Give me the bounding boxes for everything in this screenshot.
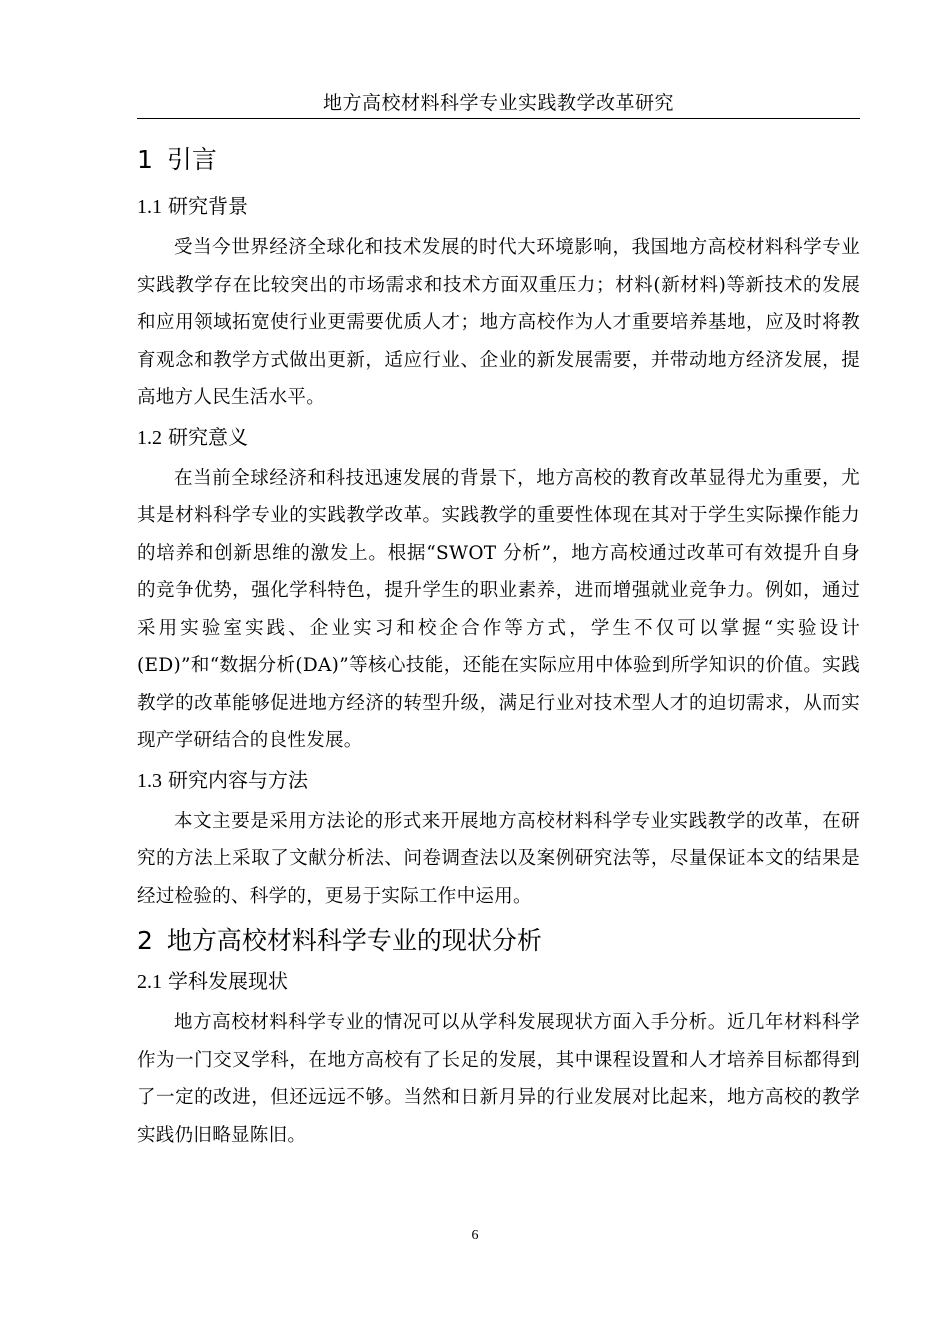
paragraph-discipline-status: 地方高校材料科学专业的情况可以从学科发展现状方面入手分析。近几年材料科学作为一门交叉学科，在地方高校有了长足的发展，其中课程设置和人才培养目标都得到了一定的改进，但还远远不够。当然和日新月异的行业发展对比起来，地方高校的教学实践仍旧略显陈旧。 bbox=[137, 1012, 860, 1146]
subsection-number: 1.3 bbox=[137, 769, 162, 792]
subsection-title: 研究背景 bbox=[168, 194, 248, 218]
page-body bbox=[137, 132, 860, 1154]
subsection-heading-2-1 bbox=[137, 967, 860, 996]
paragraph-research-significance: 在当前全球经济和科技迅速发展的背景下，地方高校的教育改革显得尤为重要，尤其是材料科学专业的实践教学改革。实践教学的重要性体现在其对于学生实际操作能力的培养和创新思维的激发上。根据“SWOT 分析”，地方高校通过改革可有效提升自身的竞争优势，强化学科特色，提升学生的职业素养，进而增强就业竞争力。例如，通过采用实验室实践、企业实习和校企合作等方式，学生不仅可以掌握“实验设计(ED)”和“数据分析(DA)”等核心技能，还能在实际应用中体验到所学知识的价值。实践教学的改革能够促进地方经济的转型升级，满足行业对技术型人才的迫切需求，从而实现产学研结合的良性发展。 bbox=[137, 467, 860, 751]
subsection-heading-1-1 bbox=[137, 192, 860, 221]
page-number: 6 bbox=[471, 1228, 479, 1243]
subsection-number: 1.1 bbox=[137, 196, 162, 218]
section-number: 1 bbox=[137, 145, 153, 174]
subsection-number: 2.1 bbox=[137, 971, 162, 993]
subsection-title: 研究意义 bbox=[168, 424, 248, 449]
subsection-heading-1-3 bbox=[137, 766, 860, 795]
subsection-title: 学科发展现状 bbox=[168, 969, 288, 993]
header-rule bbox=[137, 118, 860, 119]
subsection-number: 1.2 bbox=[137, 426, 162, 449]
paragraph-research-methods: 本文主要是采用方法论的形式来开展地方高校材料科学专业实践教学的改革，在研究的方法上采取了文献分析法、问卷调查法以及案例研究法等，尽量保证本文的结果是经过检验的、科学的，更易于实际工作中运用。 bbox=[137, 810, 860, 907]
running-header: 地方高校材料科学专业实践教学改革研究 bbox=[322, 92, 674, 114]
paragraph-research-background: 受当今世界经济全球化和技术发展的时代大环境影响，我国地方高校材料科学专业实践教学存在比较突出的市场需求和技术方面双重压力；材料(新材料)等新技术的发展和应用领域拓宽使行业更需要优质人才；地方高校作为人才重要培养基地，应及时将教育观念和教学方式做出更新，适应行业、企业的新发展需要，并带动地方经济发展，提高地方人民生活水平。 bbox=[137, 237, 860, 408]
section-title: 地方高校材料科学专业的现状分析 bbox=[166, 926, 542, 955]
section-heading-1 bbox=[137, 144, 860, 176]
section-title: 引言 bbox=[166, 145, 217, 174]
section-number: 2 bbox=[137, 926, 153, 955]
subsection-title: 研究内容与方法 bbox=[168, 767, 308, 792]
section-heading-2 bbox=[137, 925, 860, 957]
subsection-heading-1-2 bbox=[137, 423, 860, 452]
